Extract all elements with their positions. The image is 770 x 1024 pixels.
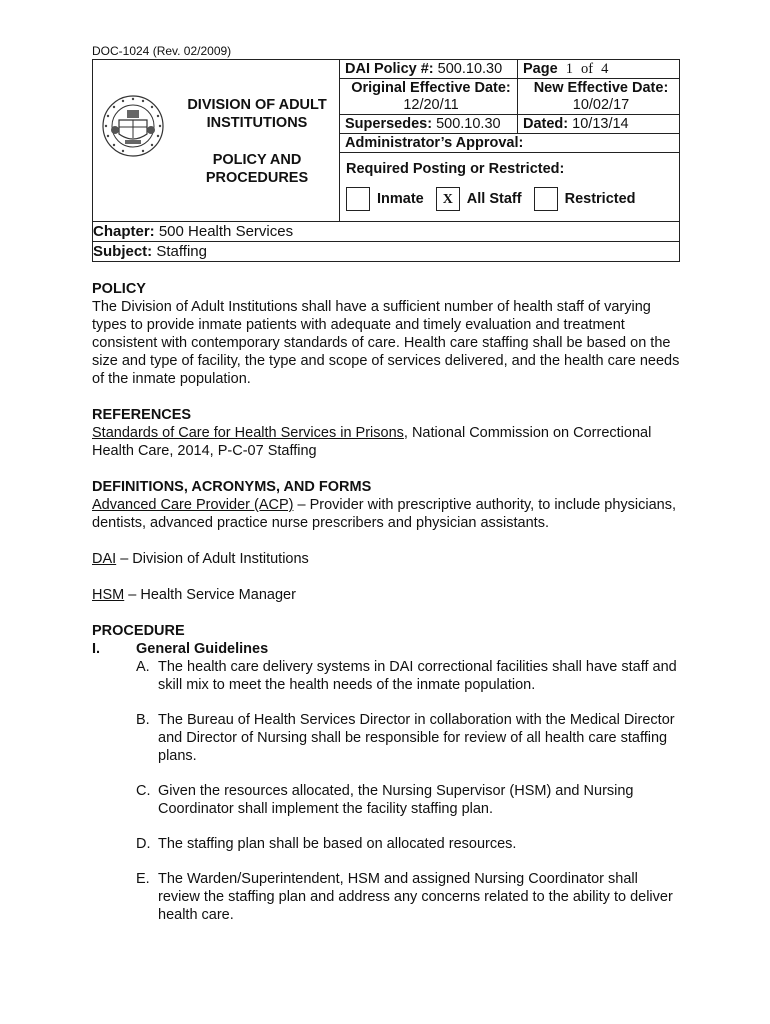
original-effective-label: Original Effective Date: xyxy=(351,80,511,96)
dated-label: Dated: xyxy=(523,116,569,132)
all-staff-checkbox[interactable]: X xyxy=(436,187,460,211)
posting-cell xyxy=(340,153,680,222)
original-effective-cell xyxy=(340,79,518,115)
subject-value: Staffing xyxy=(156,243,207,260)
posting-label: Required Posting or Restricted: xyxy=(346,161,565,177)
definitions-heading: DEFINITIONS, ACRONYMS, AND FORMS xyxy=(92,479,372,495)
policy-number-cell xyxy=(340,60,518,79)
approval-cell xyxy=(340,134,680,153)
original-effective-value: 12/20/11 xyxy=(403,97,459,113)
approval-label: Administrator’s Approval: xyxy=(345,135,524,151)
standards-reference-link[interactable]: Standards of Care for Health Services in Prisons xyxy=(92,425,404,441)
item-letter: C. xyxy=(136,783,151,799)
item-letter: B. xyxy=(136,712,150,728)
procedure-item xyxy=(136,711,682,765)
procedure-item xyxy=(136,870,682,924)
restricted-option-label: Restricted xyxy=(564,191,636,207)
item-text: The Bureau of Health Services Director in collaboration with the Medical Director and Director of Nursing shall be responsible for review of all health care staffing plans. xyxy=(158,712,675,764)
policy-number-label: DAI Policy #: xyxy=(345,61,434,77)
item-letter: D. xyxy=(136,836,151,852)
item-text: The Warden/Superintendent, HSM and assigned Nursing Coordinator shall review the staffing plan and address any concerns related to the ability to deliver health care. xyxy=(158,871,673,923)
definition-term: HSM xyxy=(92,587,125,603)
supersedes-cell xyxy=(340,115,518,134)
subject-label: Subject: xyxy=(93,243,153,260)
section-title: General Guidelines xyxy=(136,641,269,657)
document-type: POLICY AND PROCEDURES xyxy=(205,152,309,186)
chapter-label: Chapter: xyxy=(93,223,155,240)
item-letter: A. xyxy=(136,659,150,675)
policy-header-table xyxy=(92,59,680,262)
definition-desc: – Provider with prescriptive authority, to include physicians, dentists, advanced practice nurse prescribers and physician assistants. xyxy=(92,497,677,531)
posting-options xyxy=(346,187,679,211)
definition-term: Advanced Care Provider (ACP) xyxy=(92,497,294,513)
procedure-item xyxy=(136,782,682,818)
references-rest: , National Commission on Correctional Health Care, 2014, P-C-07 Staffing xyxy=(92,425,652,459)
all-staff-option-label: All Staff xyxy=(466,191,522,207)
definition-acp xyxy=(92,496,682,532)
page-label: Page xyxy=(523,61,558,77)
definition-desc: – Health Service Manager xyxy=(124,587,296,603)
chapter-value: 500 Health Services xyxy=(158,223,294,240)
item-letter: E. xyxy=(136,871,150,887)
definition-desc: – Division of Adult Institutions xyxy=(116,551,309,567)
subject-cell xyxy=(93,242,680,262)
page-cell xyxy=(518,60,680,79)
references-heading: REFERENCES xyxy=(92,407,192,423)
document-number: DOC-1024 (Rev. 02/2009) xyxy=(92,44,232,58)
definition-term: DAI xyxy=(92,551,117,567)
new-effective-cell xyxy=(518,79,680,115)
seal-cell xyxy=(93,60,340,222)
procedure-item xyxy=(136,658,682,694)
policy-text: The Division of Adult Institutions shall have a sufficient number of health staff of varying types to provide inmate patients with adequate and timely evaluation and treatment consistent with contemporary standards of care. Health care staffing shall be based on the size and type of facility, the type and scope of services delivered, and the health care needs of the inmate population. xyxy=(92,299,680,387)
procedure-section xyxy=(92,640,682,658)
supersedes-value: 500.10.30 xyxy=(436,116,501,132)
item-text: The health care delivery systems in DAI correctional facilities shall have staff and skill mix to meet the health needs of the inmate population. xyxy=(158,659,677,693)
section-number: I. xyxy=(92,641,101,657)
supersedes-label: Supersedes: xyxy=(345,116,433,132)
inmate-checkbox[interactable] xyxy=(346,187,370,211)
restricted-checkbox[interactable] xyxy=(534,187,558,211)
page-current: 1 xyxy=(565,61,573,77)
procedure-item xyxy=(136,835,682,853)
definition-dai xyxy=(92,550,682,568)
state-seal-icon xyxy=(101,94,165,158)
document-body xyxy=(92,280,682,941)
definition-hsm xyxy=(92,586,682,604)
procedure-heading: PROCEDURE xyxy=(92,623,185,639)
page-total: 4 xyxy=(601,61,609,77)
inmate-option-label: Inmate xyxy=(377,191,424,207)
dated-cell xyxy=(518,115,680,134)
references-text xyxy=(92,424,682,460)
policy-heading: POLICY xyxy=(92,281,146,297)
new-effective-label: New Effective Date: xyxy=(533,80,669,96)
page-of: of xyxy=(580,61,594,77)
new-effective-value: 10/02/17 xyxy=(572,97,630,113)
item-text: Given the resources allocated, the Nursing Supervisor (HSM) and Nursing Coordinator shall implement the facility staffing plan. xyxy=(158,783,634,817)
item-text: The staffing plan shall be based on allocated resources. xyxy=(158,836,517,852)
chapter-cell xyxy=(93,222,680,242)
dated-value: 10/13/14 xyxy=(572,116,629,132)
division-name: DIVISION OF ADULT INSTITUTIONS xyxy=(187,97,327,131)
policy-number-value: 500.10.30 xyxy=(437,61,503,77)
